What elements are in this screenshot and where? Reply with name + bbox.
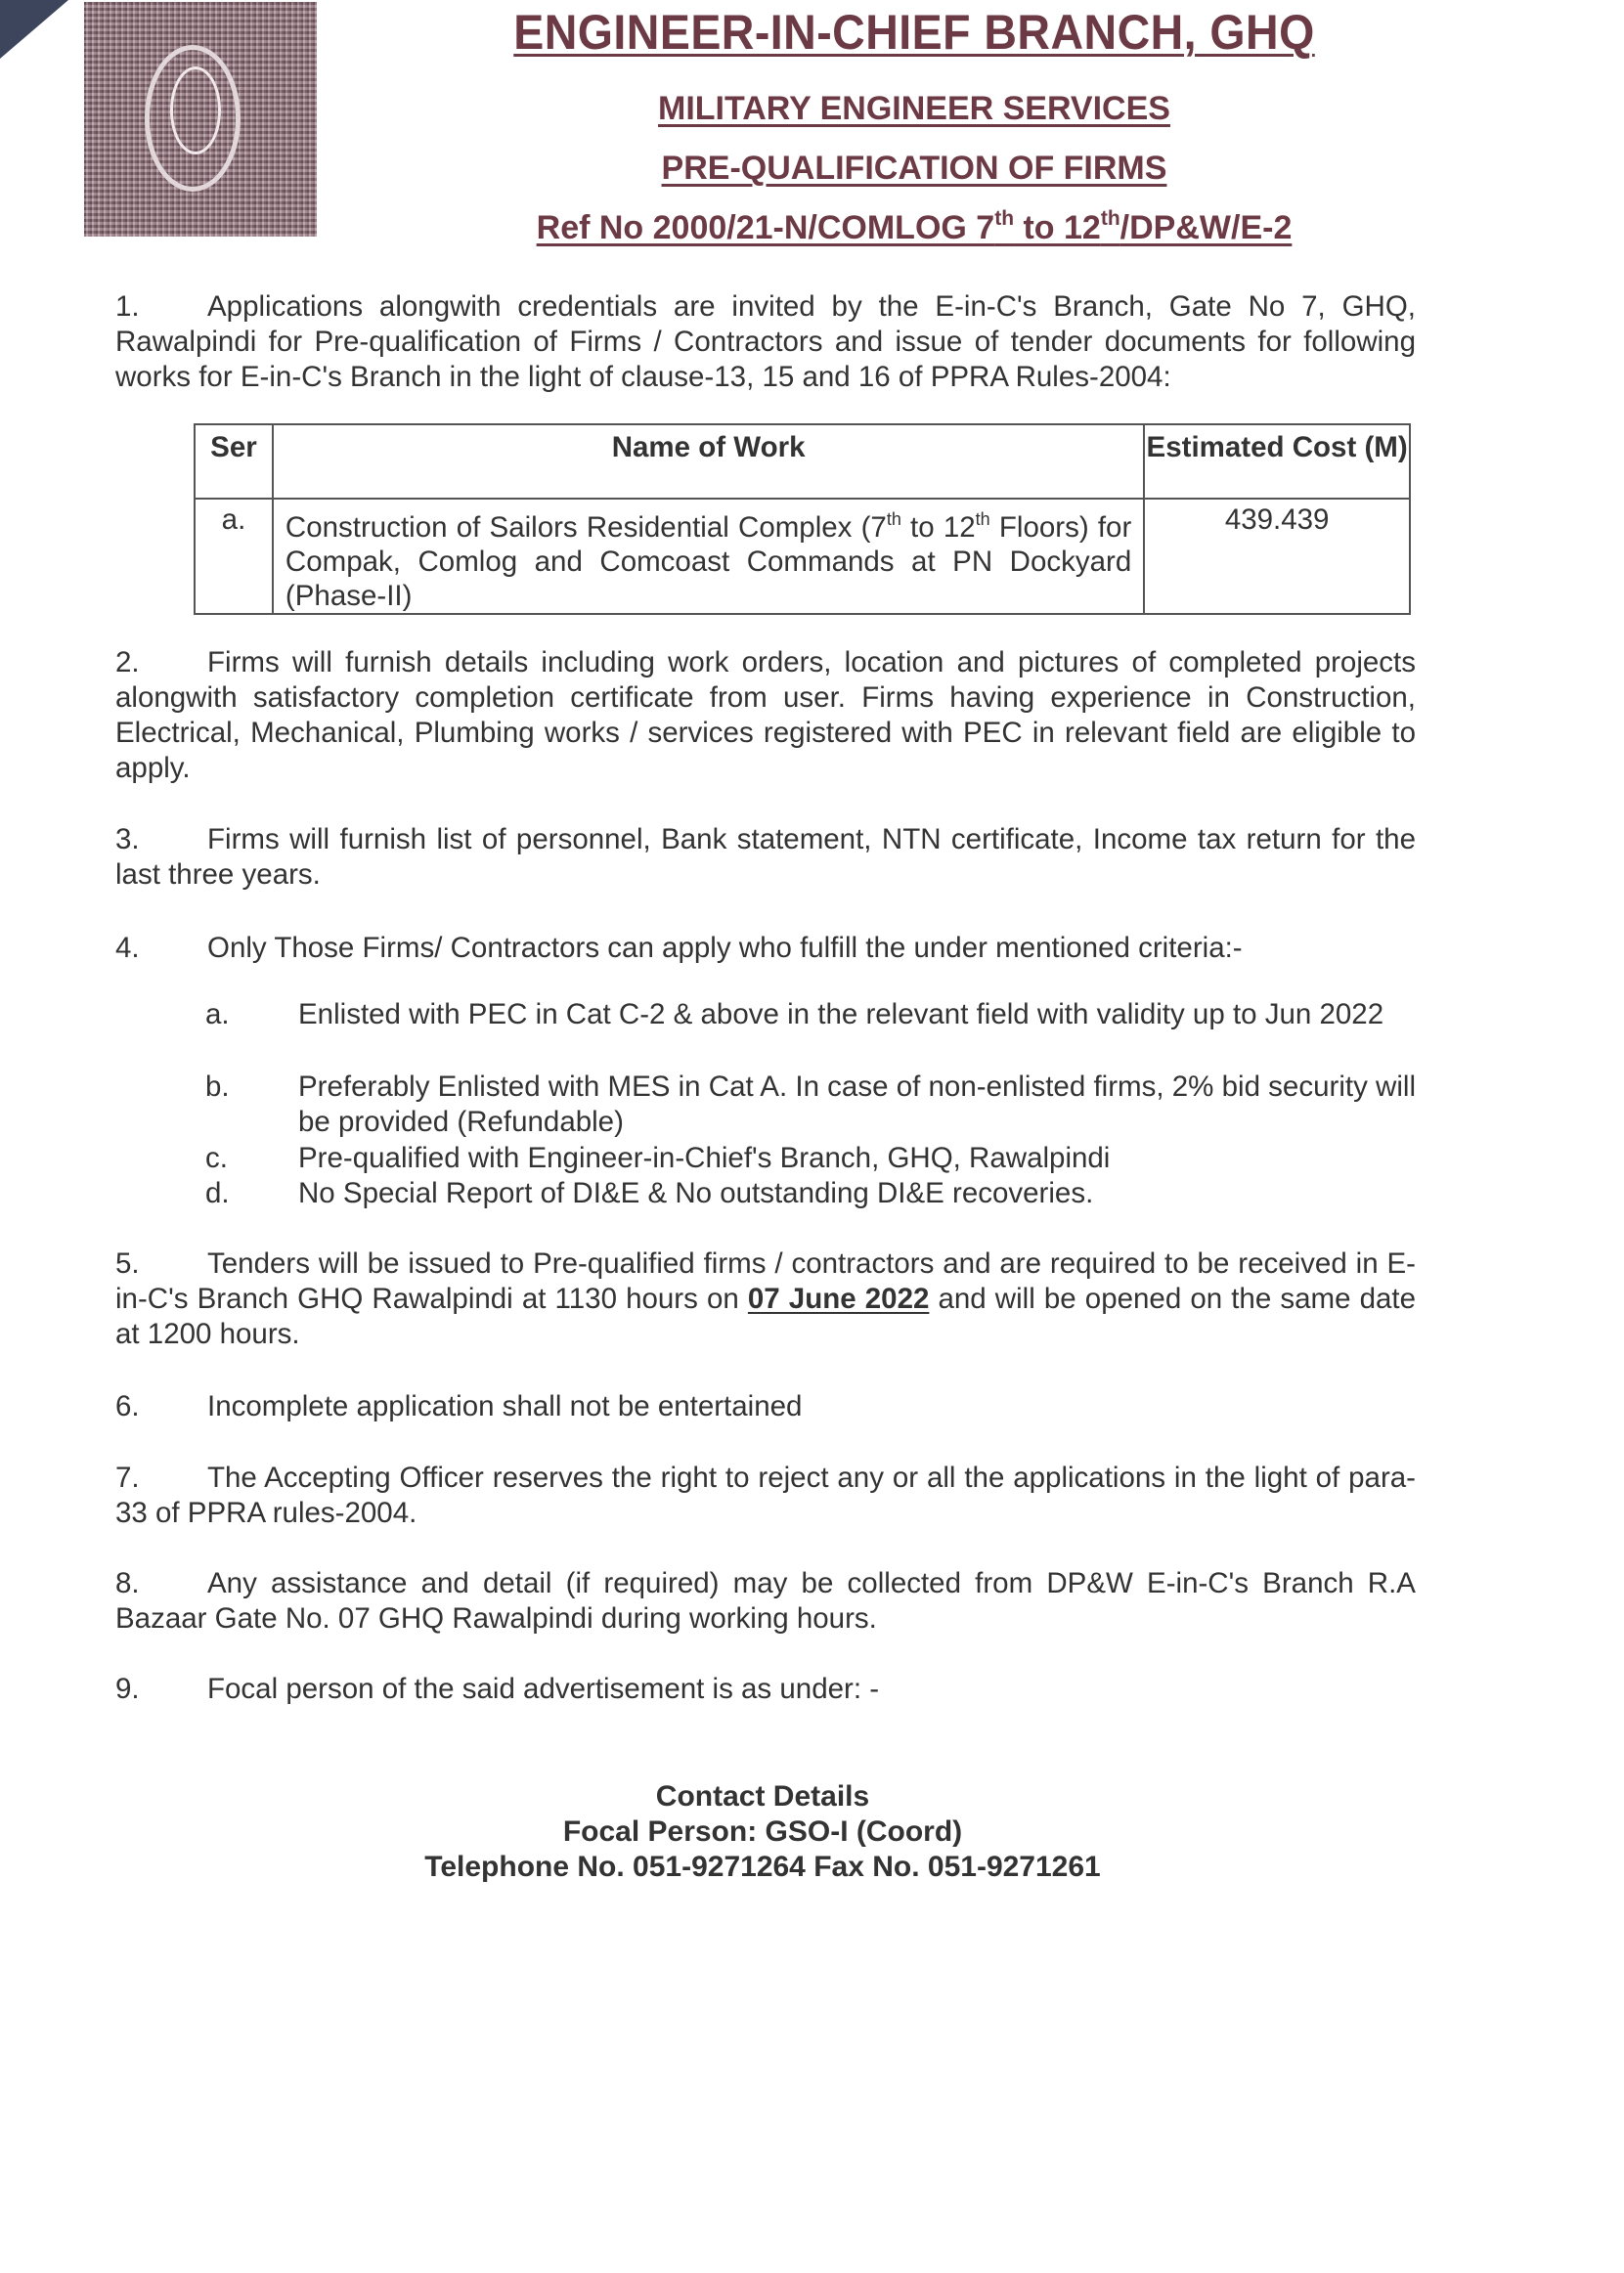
paragraph-text: Incomplete application shall not be entertained	[207, 1390, 803, 1422]
paragraph-number: 1.	[115, 290, 140, 323]
emblem-logo	[84, 2, 317, 237]
work-sup-2: th	[975, 509, 990, 529]
paragraph-2	[115, 645, 1416, 786]
paragraph-text-tail: and will be opened on the same date at 1200 hours.	[115, 1283, 1416, 1350]
scan-artifact	[0, 0, 68, 59]
criteria-text: Preferably Enlisted with MES in Cat A. In case of non-enlisted firms, 2% bid security will be provided (Refundable)	[298, 1071, 1416, 1138]
criteria-text: No Special Report of DI&E & No outstanding DI&E recoveries.	[298, 1177, 1094, 1209]
paragraph-number: 3.	[115, 823, 140, 855]
paragraph-4	[115, 931, 1416, 966]
header-ser: Ser	[195, 424, 273, 499]
cell-estimated-cost: 439.439	[1144, 499, 1410, 614]
paragraph-7	[115, 1461, 1416, 1531]
criteria-item-b	[205, 1070, 1416, 1140]
ref-mid: to 12	[1014, 209, 1101, 246]
reference-number	[323, 207, 1506, 247]
work-sup-1: th	[886, 509, 901, 529]
paragraph-text: Firms will furnish details including work orders, location and pictures of completed projects alongwith satisfactory completion certificate from user. Firms having experience in Construction, Electrical, Mechanical, Plumbing works / services registered with PEC in relevant field are eligible to apply.	[115, 646, 1416, 784]
paragraph-text: Focal person of the said advertisement is as under: -	[207, 1673, 880, 1705]
paragraph-1	[115, 289, 1416, 395]
paragraph-5	[115, 1246, 1416, 1352]
ref-prefix: Ref No 2000/21-N/COMLOG 7	[536, 209, 995, 246]
paragraph-9	[115, 1672, 1416, 1707]
criteria-label: c.	[205, 1142, 228, 1174]
criteria-item-a	[205, 997, 1416, 1032]
criteria-item-d	[205, 1176, 1416, 1211]
paragraph-text: Tenders will be issued to Pre-qualified firms / contractors and are required to be received in E-in-C's Branch GHQ Rawalpindi at 1130 hours on	[115, 1247, 1416, 1315]
ref-suffix: /DP&W/E-2	[1119, 209, 1293, 246]
paragraph-6	[115, 1389, 1416, 1424]
criteria-label: a.	[205, 998, 230, 1030]
paragraph-8	[115, 1566, 1416, 1637]
works-table	[194, 423, 1411, 615]
paragraph-number: 8.	[115, 1567, 140, 1599]
paragraph-text: The Accepting Officer reserves the right to reject any or all the applications in the light of para-33 of PPRA rules-2004.	[115, 1462, 1416, 1529]
header-estimated-cost: Estimated Cost (M)	[1144, 424, 1410, 499]
work-name-pre: Construction of Sailors Residential Complex (7	[285, 511, 887, 544]
paragraph-3	[115, 822, 1416, 893]
criteria-text: Pre-qualified with Engineer-in-Chief's Branch, GHQ, Rawalpindi	[298, 1142, 1111, 1174]
table-row	[195, 499, 1410, 614]
contact-details	[323, 1779, 1203, 1885]
criteria-item-c	[205, 1141, 1416, 1176]
emblem-ring-inner	[170, 66, 221, 154]
work-name-post: Floors) for Compak, Comlog and Comcoast Commands at PN Dockyard (Phase-II)	[285, 511, 1132, 612]
table-header-row	[195, 424, 1410, 499]
paragraph-text: Applications alongwith credentials are invited by the E-in-C's Branch, Gate No 7, GHQ, Rawalpindi for Pre-qualification of Firms / Contractors and issue of tender documents for following works for E-in-C's Branch in the light of clause-13, 15 and 16 of PPRA Rules-2004:	[115, 290, 1416, 393]
paragraph-number: 2.	[115, 646, 140, 678]
paragraph-number: 9.	[115, 1673, 140, 1705]
cell-name-of-work	[273, 499, 1144, 614]
tender-date: 07 June 2022	[747, 1283, 930, 1315]
cell-ser: a.	[195, 499, 273, 614]
contact-title: Contact Details	[655, 1780, 870, 1813]
paragraph-number: 7.	[115, 1462, 140, 1494]
contact-phones: Telephone No. 051-9271264 Fax No. 051-9271261	[424, 1851, 1101, 1883]
paragraph-number: 6.	[115, 1390, 140, 1422]
notice-title: PRE-QUALIFICATION OF FIRMS	[661, 150, 1167, 187]
contact-focal-person: Focal Person: GSO-I (Coord)	[562, 1815, 963, 1848]
paragraph-text: Any assistance and detail (if required) may be collected from DP&W E-in-C's Branch R.A Bazaar Gate No. 07 GHQ Rawalpindi during working hours.	[115, 1567, 1416, 1635]
paragraph-number: 5.	[115, 1247, 140, 1280]
ref-sup-2: th	[1100, 207, 1120, 230]
page-title: ENGINEER-IN-CHIEF BRANCH, GHQ	[513, 5, 1315, 60]
criteria-label: d.	[205, 1177, 230, 1209]
criteria-label: b.	[205, 1071, 230, 1103]
paragraph-number: 4.	[115, 932, 140, 964]
criteria-text: Enlisted with PEC in Cat C-2 & above in the relevant field with validity up to Jun 2022	[298, 998, 1384, 1030]
paragraph-text: Firms will furnish list of personnel, Bank statement, NTN certificate, Income tax return for the last three years.	[115, 823, 1416, 891]
work-name-mid: to 12	[900, 511, 976, 544]
ref-sup-1: th	[994, 207, 1015, 230]
header-name-of-work: Name of Work	[273, 424, 1144, 499]
paragraph-text: Only Those Firms/ Contractors can apply who fulfill the under mentioned criteria:-	[207, 932, 1243, 964]
page-subtitle: MILITARY ENGINEER SERVICES	[658, 90, 1170, 127]
